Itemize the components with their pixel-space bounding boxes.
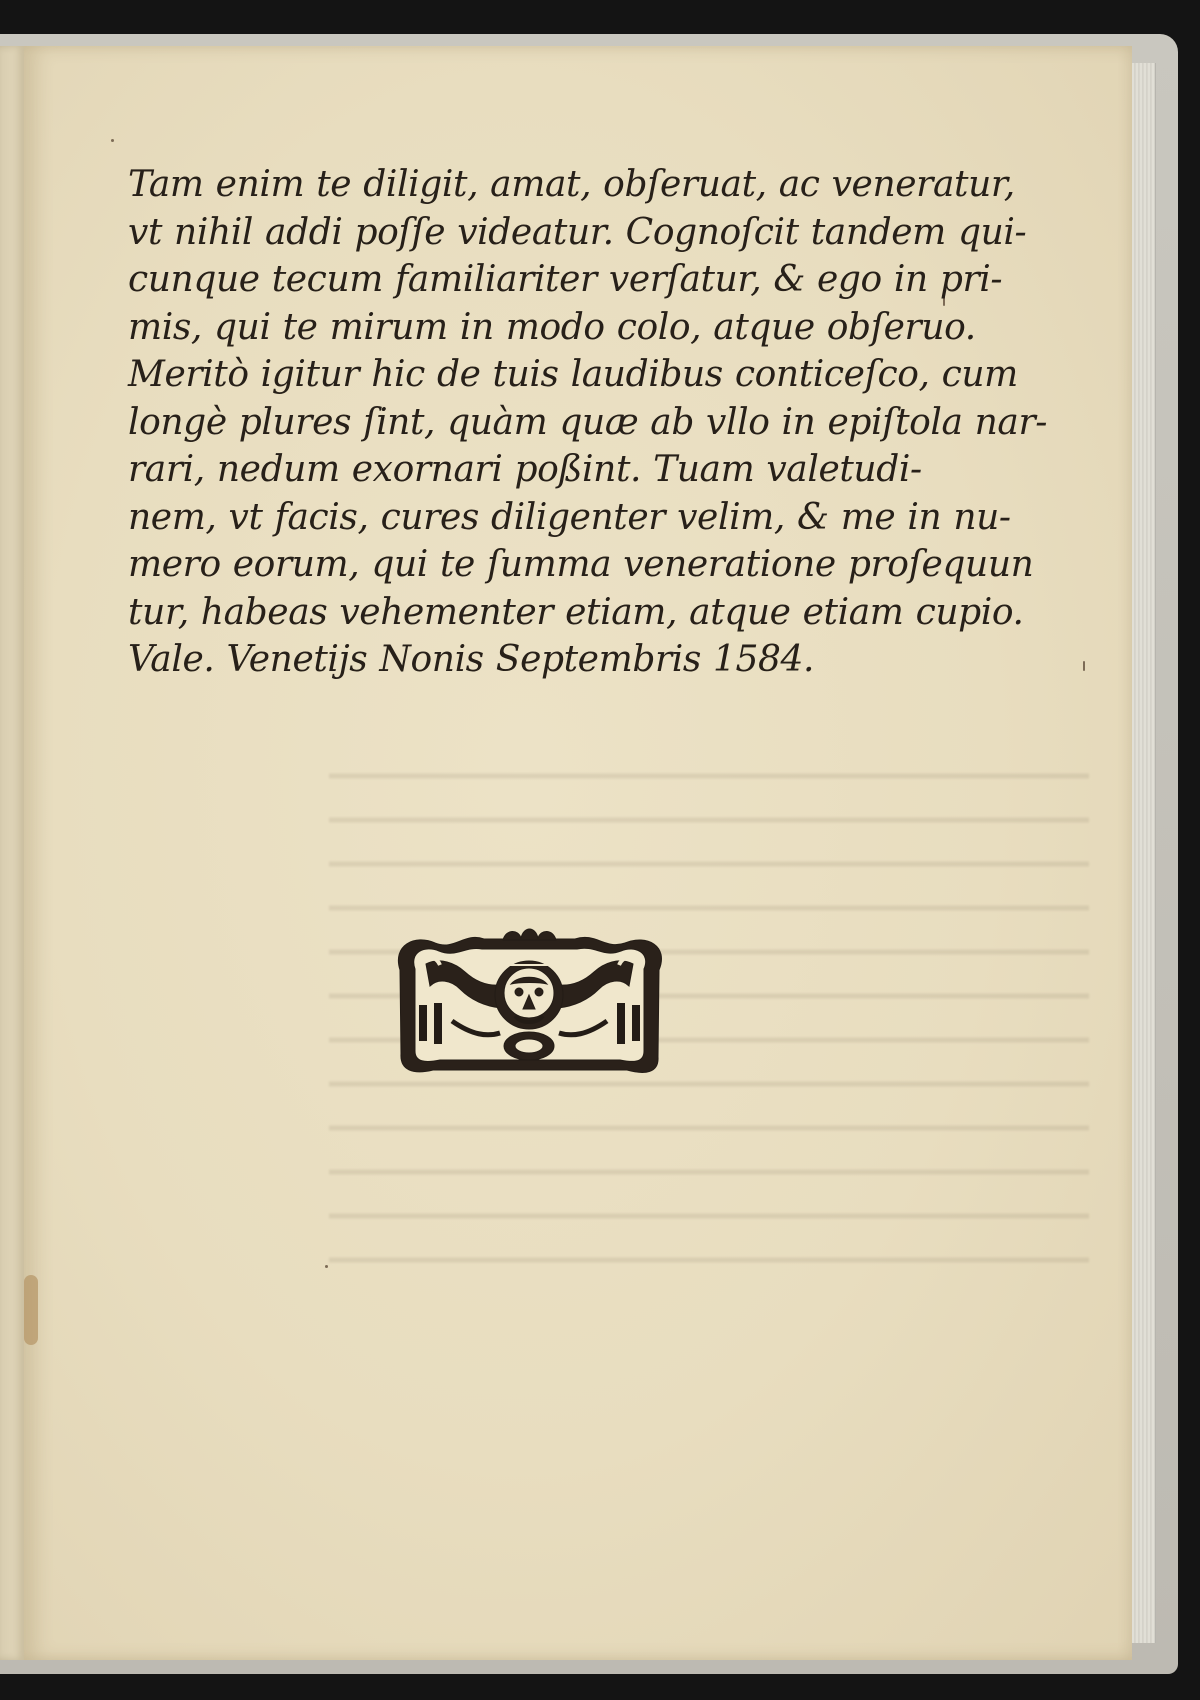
text-line: longè plures ſint, quàm quæ ab vllo in epiſtola nar- <box>128 401 1048 443</box>
ink-speck <box>111 139 114 142</box>
text-line: rari, nedum exornari poßint. Tuam valetudi- <box>128 449 922 490</box>
text-line: mis, qui te mirum in modo colo, atque obſeruo. <box>128 306 976 348</box>
woodcut-ornament <box>382 925 677 1080</box>
text-line: Meritò igitur hic de tuis laudibus conticeſco, cum <box>128 354 1018 395</box>
text-line: tur, habeas vehementer etiam, atque etiam cupio. <box>128 591 1024 633</box>
text-line: cunque tecum familiariter verſatur, & ego in pri- <box>128 259 1003 300</box>
left-page-edge <box>0 46 24 1660</box>
text-line: Tam enim te diligit, amat, obſeruat, ac veneratur, <box>128 164 1015 205</box>
text-line: nem, vt facis, cures diligenter velim, & me in nu- <box>128 496 1011 538</box>
ink-speck <box>325 1265 328 1268</box>
text-line: mero eorum, qui te ſumma veneratione proſequun <box>128 544 1034 585</box>
ink-speck <box>1083 661 1085 671</box>
paper-stain <box>24 1275 38 1345</box>
page-edges <box>1128 63 1156 1643</box>
letter-text <box>128 161 1048 684</box>
text-line: vt nihil addi poſſe videatur. Cognoſcit tandem qui- <box>128 211 1027 253</box>
closing-line: Vale. Venetijs Nonis Septembris 1584. <box>128 639 815 680</box>
